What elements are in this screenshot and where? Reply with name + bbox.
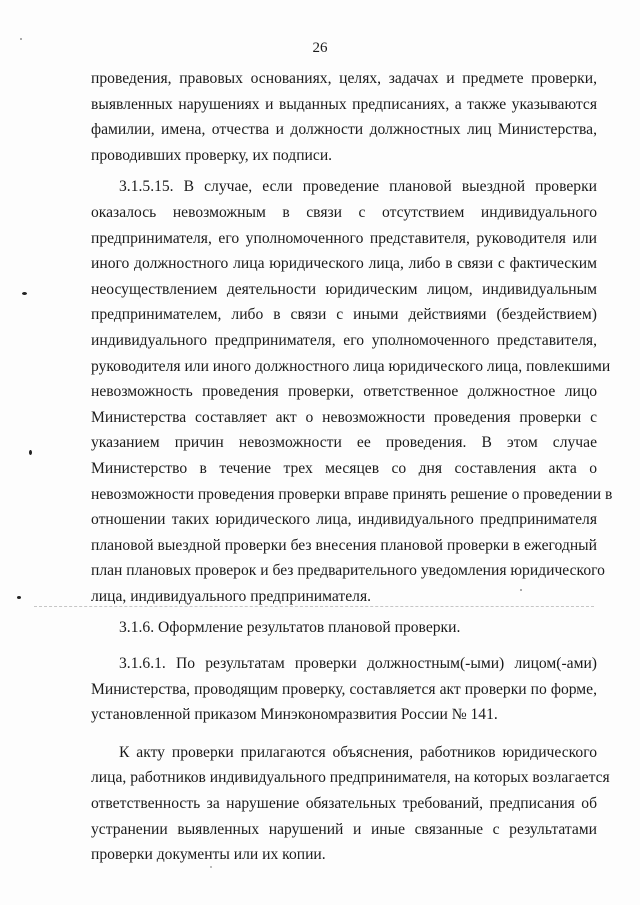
text-line: отношении таких юридического лица, индивидуального предпринимателя [91, 511, 597, 529]
text-line: индивидуального предпринимателя, его уполномоченного представителя, [91, 331, 597, 349]
text-line: плановой выездной проверки без внесения плановой проверки в ежегодный [91, 536, 597, 554]
text-line: лица, работников индивидуального предпринимателя, на которых возлагается [91, 769, 610, 787]
paragraph-attachments [91, 740, 610, 868]
text-line: Министерства, проводящим проверку, составляется акт проверки по форме, [91, 680, 597, 698]
paragraph-3-1-6-1 [91, 651, 597, 728]
text-line: проведения, правовых основаниях, целях, задачах и предмете проверки, [91, 70, 597, 87]
text-line: К акту проверки прилагаются объяснения, работников юридического [119, 743, 597, 761]
text-line: невозможности проведения проверки вправе принять решение о проведении в [91, 485, 613, 503]
section-heading: 3.1.6. Оформление результатов плановой проверки. [119, 619, 461, 637]
text-line: ответственность за нарушение обязательных требований, предписания об [91, 795, 597, 813]
text-line: проверки документы или их копии. [91, 846, 326, 864]
text-line: руководителя или иного должностного лица юридического лица, повлекшими [91, 357, 611, 375]
section-heading-3-1-6 [91, 615, 597, 641]
text-line: Министерства составляет акт о невозможности проведения проверки с [91, 408, 597, 426]
scan-speck [22, 292, 27, 295]
scan-speck [210, 866, 212, 868]
text-line: неосуществлением деятельности юридическим лицом, индивидуальным [91, 280, 597, 298]
scan-speck [17, 596, 21, 599]
text-line: план плановых проверок и без предварительного уведомления юридического [91, 562, 605, 580]
text-line: фамилии, имена, отчества и должности должностных лиц Министерства, [91, 121, 597, 139]
text-line: выявленных нарушениях и выданных предписаниях, а также указываются [91, 95, 597, 113]
scan-speck [20, 38, 22, 40]
text-line: 3.1.5.15. В случае, если проведение плановой выездной проверки [119, 178, 597, 196]
text-line: предпринимателя, его уполномоченного представителя, руководителя или [91, 229, 597, 247]
text-line: установленной приказом Минэкономразвития России № 141. [91, 706, 498, 724]
text-line: Министерство в течение трех месяцев со дня составления акта о [91, 459, 597, 477]
scan-speck [29, 450, 32, 455]
text-line: лица, индивидуального предпринимателя. [91, 587, 372, 605]
paragraph-3-1-5-15 [91, 174, 613, 609]
scan-speck [520, 589, 522, 591]
text-line: 3.1.6.1. По результатам проверки должностным(-ыми) лицом(-ами) [119, 655, 597, 673]
text-line: устранении выявленных нарушений и иные связанные с результатами [91, 820, 597, 838]
text-line: проводивших проверку, их подписи. [91, 146, 333, 164]
text-line: оказалось невозможным в связи с отсутствием индивидуального [91, 203, 597, 221]
document-body [91, 66, 613, 868]
text-line: невозможность проведения проверки, ответственное должностное лицо [91, 383, 597, 401]
text-line: иного должностного лица юридического лица, либо в связи с фактическим [91, 255, 597, 273]
scan-artifact-line [34, 606, 594, 608]
text-line: указанием причин невозможности ее проведения. В этом случае [91, 434, 597, 452]
page-number: 26 [312, 40, 328, 56]
text-line: предпринимателем, либо в связи с иными действиями (бездействием) [91, 306, 597, 324]
paragraph-continuation [91, 66, 597, 168]
